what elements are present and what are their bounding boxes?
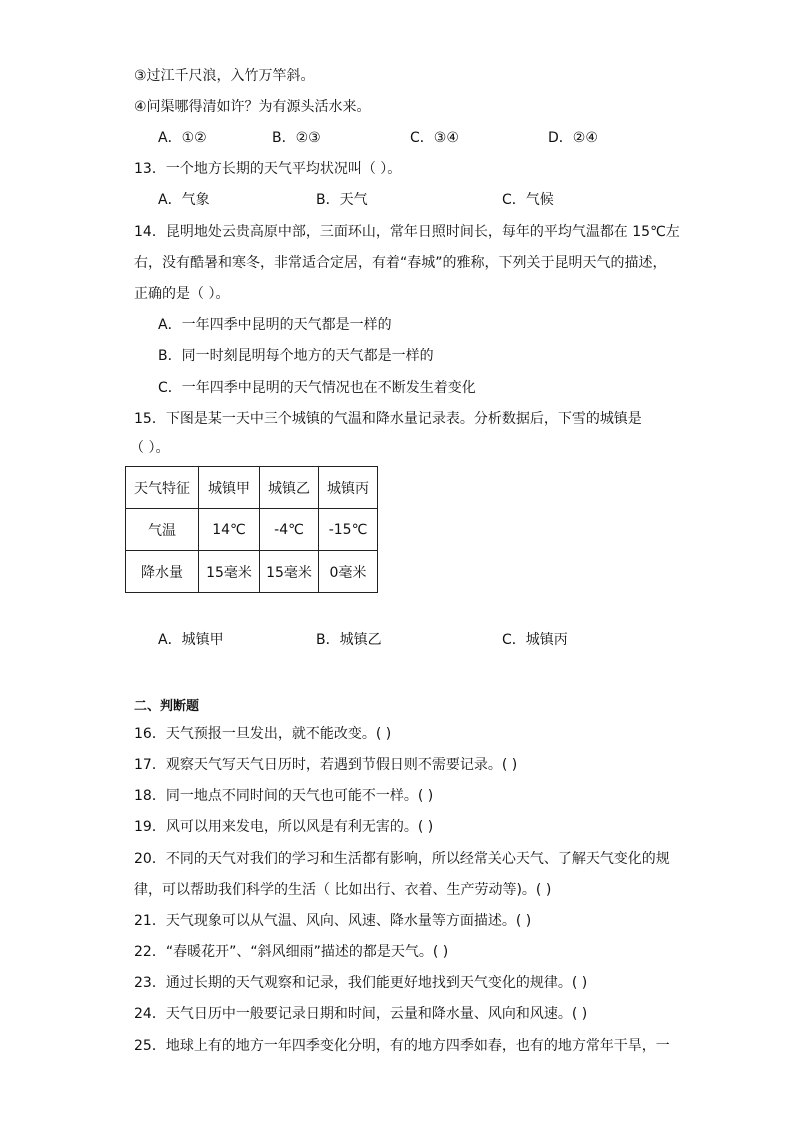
- q12-option-b: B．②③: [272, 130, 321, 146]
- tf-item: 20．不同的天气对我们的学习和生活都有影响，所以经常关心天气、了解天气变化的规: [134, 851, 670, 867]
- table-cell: 15毫米: [199, 551, 260, 593]
- q15-stem-line-1: 15．下图是某一天中三个城镇的气温和降水量记录表。分析数据后，下雪的城镇是: [134, 411, 642, 427]
- tf-item-continued: 律，可以帮助我们科学的生活（ 比如出行、衣着、生产劳动等)。( ): [134, 882, 552, 898]
- q14-stem-line-1: 14．昆明地处云贵高原中部，三面环山，常年日照时间长，每年的平均气温都在 15℃左: [134, 224, 680, 240]
- q15-option-b: B．城镇乙: [316, 632, 382, 648]
- table-row: [126, 551, 378, 593]
- table-cell: -4℃: [260, 509, 319, 551]
- table-header-cell: 城镇甲: [199, 467, 260, 509]
- q15-stem-line-2: （ ）。: [130, 440, 170, 456]
- tf-item: 24．天气日历中一般要记录日期和时间，云量和降水量、风向和风速。( ): [134, 1006, 588, 1022]
- tf-item: 21．天气现象可以从气温、风向、风速、降水量等方面描述。( ): [134, 913, 532, 929]
- table-header-cell: 城镇乙: [260, 467, 319, 509]
- q14-option-a: A．一年四季中昆明的天气都是一样的: [158, 317, 392, 333]
- q14-stem-line-3: 正确的是（ ）。: [134, 286, 230, 302]
- q12-option-d: D．②④: [548, 130, 598, 146]
- q15-option-a: A．城镇甲: [158, 632, 224, 648]
- table-cell: 降水量: [126, 551, 199, 593]
- table-header-cell: 天气特征: [126, 467, 199, 509]
- q12-choice-4: ④问渠哪得清如许？为有源头活水来。: [134, 99, 371, 115]
- q12-choice-3: ③过江千尺浪，入竹万竿斜。: [134, 68, 315, 84]
- tf-item: 25．地球上有的地方一年四季变化分明，有的地方四季如春，也有的地方常年干旱，一: [134, 1038, 670, 1054]
- table-cell: 14℃: [199, 509, 260, 551]
- q13-stem: 13．一个地方长期的天气平均状况叫（ ）。: [134, 161, 402, 177]
- q13-option-c: C．气候: [502, 192, 554, 208]
- table-header-row: [126, 467, 378, 509]
- table-cell: -15℃: [319, 509, 378, 551]
- tf-item: 18．同一地点不同时间的天气也可能不一样。( ): [134, 788, 434, 804]
- table-cell: 15毫米: [260, 551, 319, 593]
- q13-option-b: B．天气: [316, 192, 368, 208]
- q12-option-a: A．①②: [158, 130, 207, 146]
- table-cell: 0毫米: [319, 551, 378, 593]
- weather-table: [125, 466, 378, 593]
- tf-item: 16．天气预报一旦发出，就不能改变。( ): [134, 726, 392, 742]
- q13-option-a: A．气象: [158, 192, 210, 208]
- q14-option-b: B．同一时刻昆明每个地方的天气都是一样的: [158, 348, 434, 364]
- q12-option-c: C．③④: [410, 130, 459, 146]
- tf-item: 19．风可以用来发电，所以风是有利无害的。( ): [134, 819, 434, 835]
- table-row: [126, 509, 378, 551]
- section-title: 二、判断题: [134, 699, 200, 714]
- q14-stem-line-2: 右，没有酷暑和寒冬，非常适合定居，有着“春城”的雅称，下列关于昆明天气的描述，: [134, 255, 667, 271]
- q15-option-c: C．城镇丙: [502, 632, 568, 648]
- q14-option-c: C．一年四季中昆明的天气情况也在不断发生着变化: [158, 380, 476, 396]
- tf-item: 17．观察天气写天气日历时，若遇到节假日则不需要记录。( ): [134, 757, 518, 773]
- tf-item: 22．“春暖花开”、“斜风细雨”描述的都是天气。( ): [134, 944, 449, 960]
- table-cell: 气温: [126, 509, 199, 551]
- tf-item: 23．通过长期的天气观察和记录，我们能更好地找到天气变化的规律。( ): [134, 975, 588, 991]
- table-header-cell: 城镇丙: [319, 467, 378, 509]
